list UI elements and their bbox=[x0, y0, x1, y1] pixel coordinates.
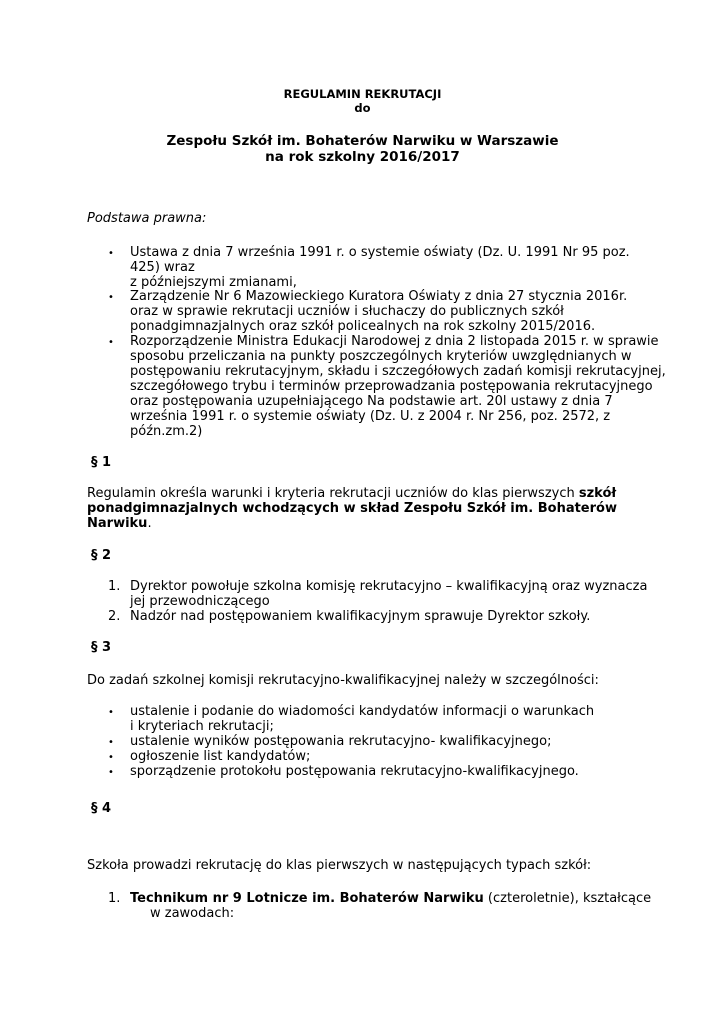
bullet-icon: • bbox=[108, 707, 114, 718]
legal-item-2-line-1: Zarządzenie Nr 6 Mazowieckiego Kuratora Oświaty z dnia 27 stycznia 2016r. bbox=[130, 289, 628, 304]
school-type-desc: (czteroletnie), kształcące bbox=[483, 891, 652, 906]
section-1-line-1 bbox=[87, 487, 616, 502]
legal-item-2-line-2: oraz w sprawie rekrutacji uczniów i słuchaczy do publicznych szkół bbox=[130, 304, 564, 319]
bullet-icon: • bbox=[108, 248, 114, 259]
school-type-name: Technikum nr 9 Lotnicze im. Bohaterów Narwiku bbox=[130, 891, 484, 906]
doc-school-year: na rok szkolny 2016/2017 bbox=[265, 149, 460, 165]
legal-item-1-line-2: 425) wraz bbox=[130, 260, 195, 275]
bullet-icon: • bbox=[108, 337, 114, 348]
section-2-mark: § 2 bbox=[91, 548, 112, 563]
section-3-item-1-line-2: i kryteriach rekrutacji; bbox=[130, 719, 274, 734]
section-1-text: Regulamin określa warunki i kryteria rekrutacji uczniów do klas pierwszych bbox=[87, 486, 579, 501]
section-1-bold-text: Narwiku bbox=[87, 516, 148, 531]
section-1-line-2: ponadgimnazjalnych wchodzących w skład Zespołu Szkół im. Bohaterów bbox=[87, 501, 617, 516]
section-3-mark: § 3 bbox=[91, 640, 112, 655]
section-1-bold-text: szkół bbox=[578, 486, 617, 501]
section-2-item-1-line-1: Dyrektor powołuje szkolna komisję rekrutacyjno – kwalifikacyjną oraz wyznacza bbox=[130, 579, 648, 594]
legal-item-1-line-3: z późniejszymi zmianami, bbox=[130, 275, 297, 290]
legal-item-3-line-7: późn.zm.2) bbox=[130, 424, 203, 439]
section-4-mark: § 4 bbox=[91, 801, 112, 816]
legal-item-2-line-3: ponadgimnazjalnych oraz szkół policealnych na rok szkolny 2015/2016. bbox=[130, 319, 596, 334]
bullet-icon: • bbox=[108, 737, 114, 748]
doc-title-do: do bbox=[354, 101, 371, 115]
section-3-item-2: ustalenie wyników postępowania rekrutacyjno- kwalifikacyjnego; bbox=[130, 734, 552, 749]
section-4-item-1-line-1 bbox=[130, 892, 651, 907]
section-3-item-3: ogłoszenie list kandydatów; bbox=[130, 749, 311, 764]
doc-school-name: Zespołu Szkół im. Bohaterów Narwiku w Warszawie bbox=[166, 133, 559, 149]
legal-item-3-line-2: sposobu przeliczania na punkty poszczególnych kryteriów uwzględnianych w bbox=[130, 349, 632, 364]
bullet-icon: • bbox=[108, 767, 114, 778]
section-1-line-3 bbox=[87, 517, 152, 532]
section-2-item-2: Nadzór nad postępowaniem kwalifikacyjnym sprawuje Dyrektor szkoły. bbox=[130, 609, 591, 624]
bullet-icon: • bbox=[108, 292, 114, 303]
legal-item-3-line-1: Rozporządzenie Ministra Edukacji Narodowej z dnia 2 listopada 2015 r. w sprawie bbox=[130, 334, 659, 349]
list-number: 1. bbox=[108, 891, 121, 906]
bullet-icon: • bbox=[108, 752, 114, 763]
section-1-mark: § 1 bbox=[91, 455, 112, 470]
section-4-intro: Szkoła prowadzi rekrutację do klas pierwszych w następujących typach szkół: bbox=[87, 858, 592, 873]
legal-item-3-line-6: września 1991 r. o systemie oświaty (Dz. U. z 2004 r. Nr 256, poz. 2572, z bbox=[130, 409, 611, 424]
legal-item-3-line-3: postępowaniu rekrutacyjnym, składu i szczegółowych zadań komisji rekrutacyjnej, bbox=[130, 364, 666, 379]
legal-item-1-line-1: Ustawa z dnia 7 września 1991 r. o systemie oświaty (Dz. U. 1991 Nr 95 poz. bbox=[130, 245, 630, 260]
doc-title: REGULAMIN REKRUTACJI bbox=[283, 87, 442, 101]
section-4-item-1-line-2: w zawodach: bbox=[150, 906, 235, 921]
legal-item-3-line-5: oraz postępowania uzupełniającego Na podstawie art. 20l ustawy z dnia 7 bbox=[130, 394, 613, 409]
section-3-item-1-line-1: ustalenie i podanie do wiadomości kandydatów informacji o warunkach bbox=[130, 704, 595, 719]
legal-item-3-line-4: szczegółowego trybu i terminów przeprowadzania postępowania rekrutacyjnego bbox=[130, 379, 653, 394]
list-number: 2. bbox=[108, 609, 121, 624]
legal-basis-heading: Podstawa prawna: bbox=[87, 211, 207, 226]
section-2-item-1-line-2: jej przewodniczącego bbox=[130, 594, 270, 609]
section-3-item-4: sporządzenie protokołu postępowania rekrutacyjno-kwalifikacyjnego. bbox=[130, 764, 579, 779]
section-3-intro: Do zadań szkolnej komisji rekrutacyjno-kwalifikacyjnej należy w szczególności: bbox=[87, 673, 599, 688]
list-number: 1. bbox=[108, 579, 121, 594]
section-1-text: . bbox=[147, 516, 152, 531]
